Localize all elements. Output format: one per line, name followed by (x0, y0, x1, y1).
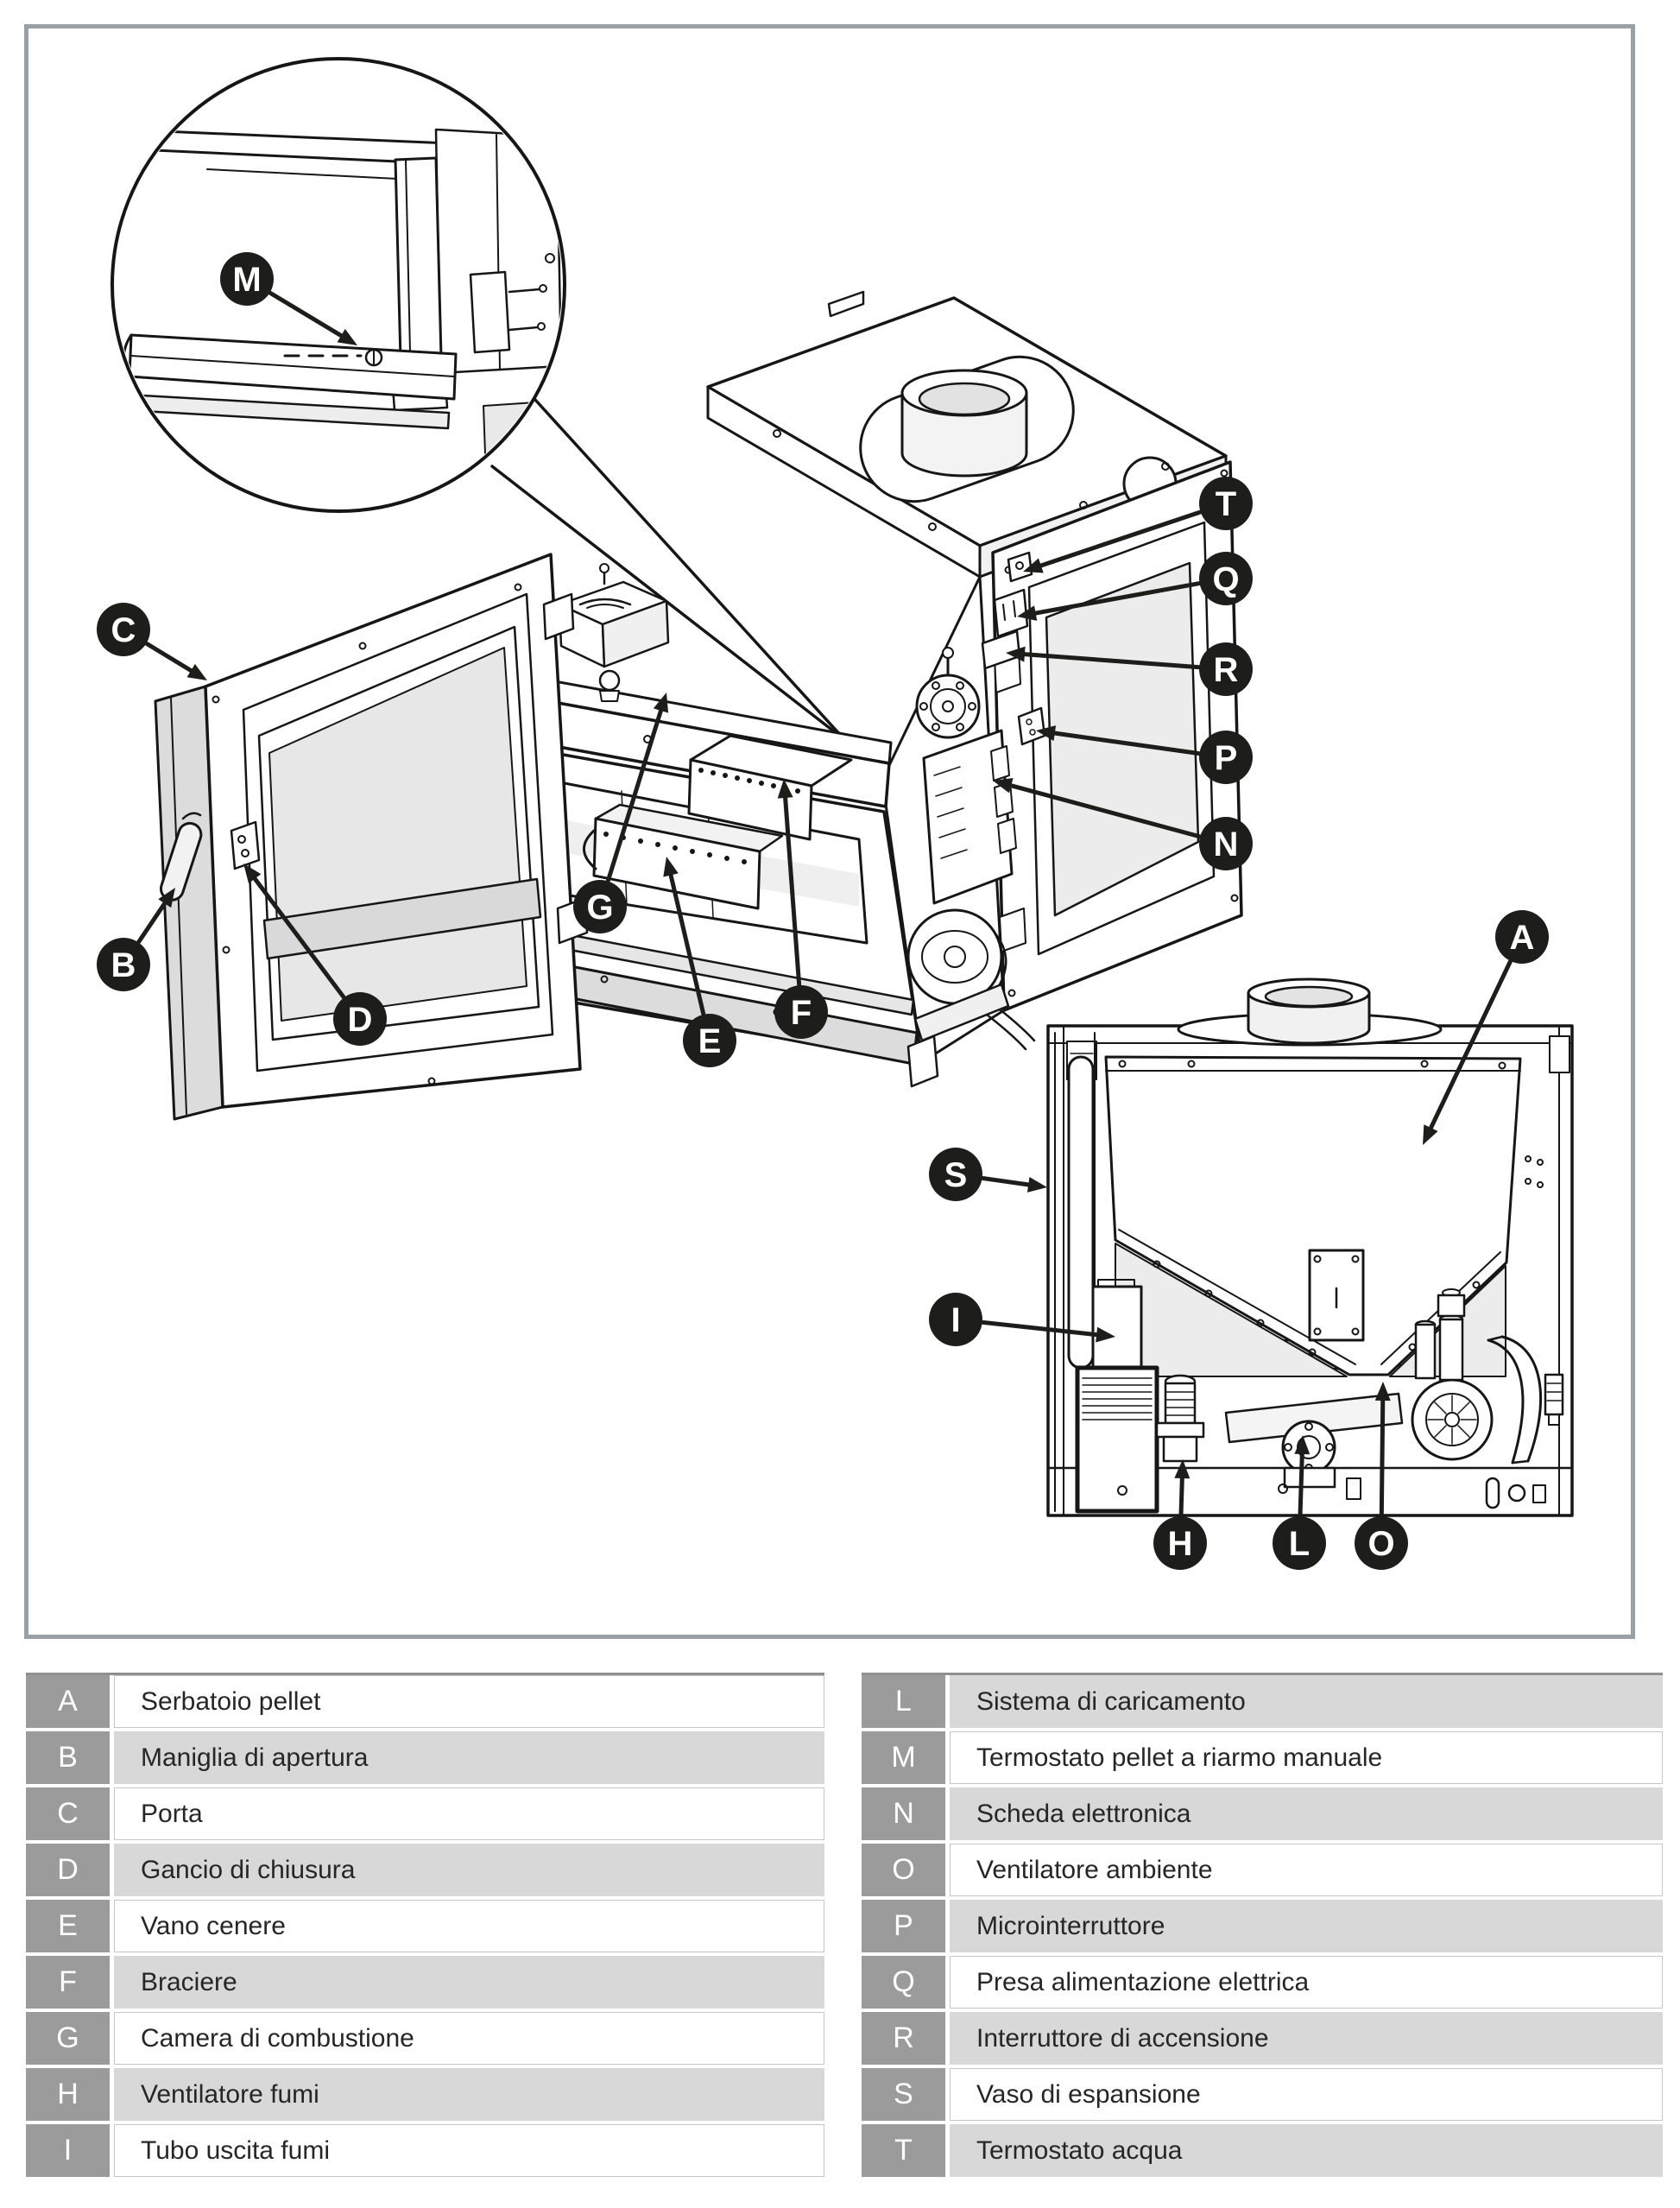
legend-letter-M: M (862, 1731, 945, 1784)
legend-letter-T: T (862, 2124, 945, 2177)
legend-letter-H: H (26, 2068, 110, 2121)
legend-label-D: Gancio di chiusura (114, 1844, 824, 1896)
legend-label-F: Braciere (114, 1956, 824, 2009)
svg-text:B: B (111, 946, 136, 984)
legend-label-O: Ventilatore ambiente (950, 1844, 1663, 1896)
callout-B (97, 888, 175, 991)
svg-text:P: P (1214, 739, 1238, 777)
svg-text:D: D (347, 1001, 373, 1039)
legend-label-G: Camera di combustione (114, 2012, 824, 2065)
legend-row-O (862, 1844, 1663, 1896)
svg-text:E: E (698, 1022, 722, 1060)
svg-text:R: R (1213, 651, 1239, 689)
svg-text:F: F (790, 994, 812, 1032)
legend-letter-G: G (26, 2012, 110, 2065)
legend-row-G (26, 2012, 824, 2065)
legend-label-C: Porta (114, 1787, 824, 1840)
legend-label-I: Tubo uscita fumi (114, 2124, 824, 2177)
svg-text:A: A (1509, 919, 1535, 957)
legend-label-S: Vaso di espansione (950, 2068, 1663, 2121)
legend-row-T (862, 2124, 1663, 2177)
svg-text:T: T (1215, 485, 1237, 523)
legend-row-F (26, 1956, 824, 2009)
legend-label-H: Ventilatore fumi (114, 2068, 824, 2121)
legend-label-E: Vano cenere (114, 1900, 824, 1952)
legend-letter-I: I (26, 2124, 110, 2177)
legend-row-E (26, 1900, 824, 1952)
legend-letter-L: L (862, 1675, 945, 1728)
svg-text:S: S (944, 1156, 968, 1194)
svg-text:I: I (951, 1301, 961, 1339)
svg-text:N: N (1213, 826, 1239, 864)
legend-row-N (862, 1787, 1663, 1840)
legend-letter-C: C (26, 1787, 110, 1840)
svg-text:G: G (586, 889, 614, 927)
legend-row-H (26, 2068, 824, 2121)
legend-row-I (26, 2124, 824, 2177)
legend-row-L (862, 1675, 1663, 1728)
svg-text:Q: Q (1212, 560, 1240, 598)
rear-view-drawing (1048, 979, 1572, 1515)
legend-letter-Q: Q (862, 1956, 945, 2009)
svg-text:L: L (1288, 1525, 1311, 1563)
legend-row-C (26, 1787, 824, 1840)
svg-text:M: M (232, 261, 262, 299)
legend-label-P: Microinterruttore (950, 1900, 1663, 1952)
legend-letter-S: S (862, 2068, 945, 2121)
legend-letter-F: F (26, 1956, 110, 2009)
legend-row-R (862, 2012, 1663, 2065)
legend-letter-R: R (862, 2012, 945, 2065)
legend-letter-E: E (26, 1900, 110, 1952)
legend-letter-O: O (862, 1844, 945, 1896)
callout-S (929, 1148, 1047, 1201)
svg-text:H: H (1167, 1525, 1193, 1563)
legend-label-T: Termostato acqua (950, 2124, 1663, 2177)
legend-label-Q: Presa alimentazione elettrica (950, 1956, 1663, 2009)
svg-text:C: C (111, 611, 136, 649)
legend-row-A (26, 1675, 824, 1728)
inset-detail-circle (112, 59, 572, 511)
legend-row-M (862, 1731, 1663, 1784)
legend-letter-A: A (26, 1675, 110, 1728)
svg-text:O: O (1367, 1525, 1395, 1563)
callout-C (97, 603, 207, 680)
legend-label-B: Maniglia di apertura (114, 1731, 824, 1784)
legend-letter-B: B (26, 1731, 110, 1784)
legend-label-N: Scheda elettronica (950, 1787, 1663, 1840)
legend-table-right (862, 1673, 1663, 2177)
legend-row-B (26, 1731, 824, 1784)
legend-letter-D: D (26, 1844, 110, 1896)
legend-label-M: Termostato pellet a riarmo manuale (950, 1731, 1663, 1784)
legend-table-left (26, 1673, 824, 2177)
legend-label-R: Interruttore di accensione (950, 2012, 1663, 2065)
legend-letter-N: N (862, 1787, 945, 1840)
legend-label-L: Sistema di caricamento (950, 1675, 1663, 1728)
legend-row-Q (862, 1956, 1663, 2009)
legend-row-P (862, 1900, 1663, 1952)
legend-row-D (26, 1844, 824, 1896)
legend-row-S (862, 2068, 1663, 2121)
legend-label-A: Serbatoio pellet (114, 1675, 824, 1728)
legend-letter-P: P (862, 1900, 945, 1952)
